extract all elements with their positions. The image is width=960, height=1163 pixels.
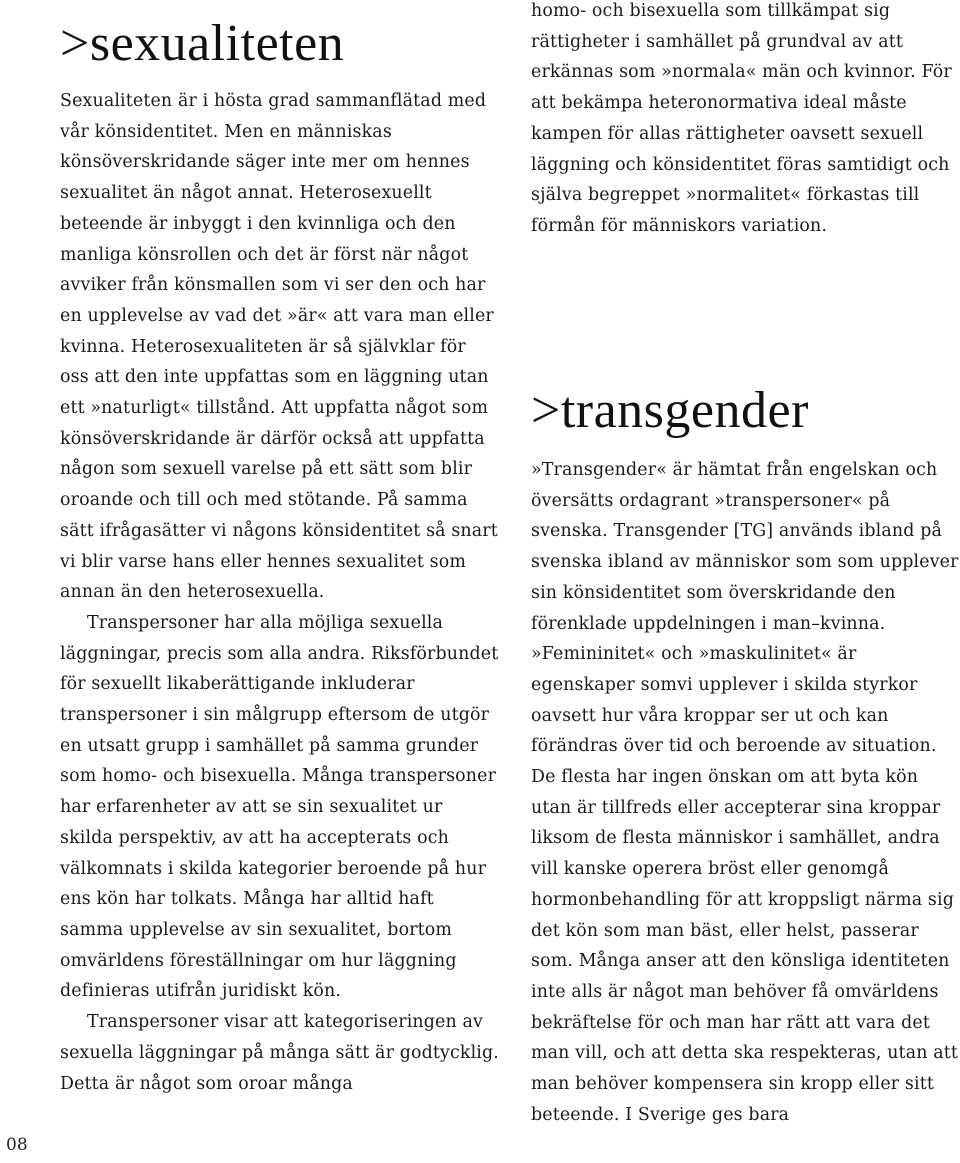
sexualiteten-body xyxy=(60,86,500,1099)
sexualiteten-continuation xyxy=(531,0,960,242)
paragraph: Sexualiteten är i hösta grad sammanflätad med vår könsidentitet. Men en människas könsöverskridande säger inte mer om hennes sexualitet än något annat. Heterosexuellt beteende är inbyggt i den kvinnliga och den manliga könsrollen och det är först när något avviker från könsmallen som vi ser den och har en upplevelse av vad det »är« att vara man eller kvinna. Heterosexualiteten är så självklar för oss att den inte uppfattas som en läggning utan ett »naturligt« tillstånd. Att uppfatta något som könsöverskridande är därför också att uppfatta någon som sexuell varelse på ett sätt som blir oroande och till och med stötande. På samma sätt ifrågasätter vi någons könsidentitet så snart vi blir varse hans eller hennes sexualitet som annan än den heterosexuella. xyxy=(60,91,498,603)
paragraph: »Transgender« är hämtat från engelskan och översätts ordagrant »transpersoner« på svenska. Transgender [TG] används ibland på svenska ibland av människor som som upplever sin könsidentitet som överskridande den förenklade uppdelningen i man–kvinna. »Femininitet« och »maskulinitet« är egenskaper somvi upplever i skilda styrkor oavsett hur våra kroppar ser ut och kan förändras över tid och beroende av situation. De flesta har ingen önskan om att byta kön utan är tillfreds eller accepterar sina kroppar liksom de flesta människor i samhället, andra vill kanske operera bröst eller genomgå hormonbehandling för att kroppsligt närma sig det kön som man bäst, eller helst, passerar som. Många anser att den könsliga identiteten inte alls är något man behöver få omvärldens bekräftelse för och man har rätt att vara det man vill, och att detta ska respekteras, utan att man behöver kompensera sin kropp eller sitt beteende. I Sverige ges bara xyxy=(531,460,959,1125)
page-number: 08 xyxy=(6,1135,28,1155)
transgender-body xyxy=(531,455,960,1130)
section-heading-sexualiteten: >sexualiteten xyxy=(60,15,345,72)
paragraph: homo- och bisexuella som tillkämpat sig rättigheter i samhället på grundval av att erkännas som »normala« män och kvinnor. För att bekämpa heteronormativa ideal måste kampen för allas rättigheter oavsett sexuell läggning och könsidentitet föras samtidigt och själva begreppet »normalitet« förkastas till förmån för människors variation. xyxy=(531,1,952,236)
section-heading-transgender: >transgender xyxy=(531,382,809,439)
paragraph: Transpersoner visar att kategoriseringen av sexuella läggningar på många sätt är godtycklig. Detta är något som oroar många xyxy=(60,1012,499,1094)
paragraph: Transpersoner har alla möjliga sexuella läggningar, precis som alla andra. Riksförbundet för sexuellt likaberättigande inkluderar transpersoner i sin målgrupp eftersom de utgör en utsatt grupp i samhället på samma grunder som homo- och bisexuella. Många transpersoner har erfarenheter av att se sin sexualitet ur skilda perspektiv, av att ha accepterats och välkomnats i skilda kategorier beroende på hur ens kön har tolkats. Många har alltid haft samma upplevelse av sin sexualitet, bortom omvärldens föreställningar om hur läggning definieras utifrån juridiskt kön. xyxy=(60,612,499,1002)
